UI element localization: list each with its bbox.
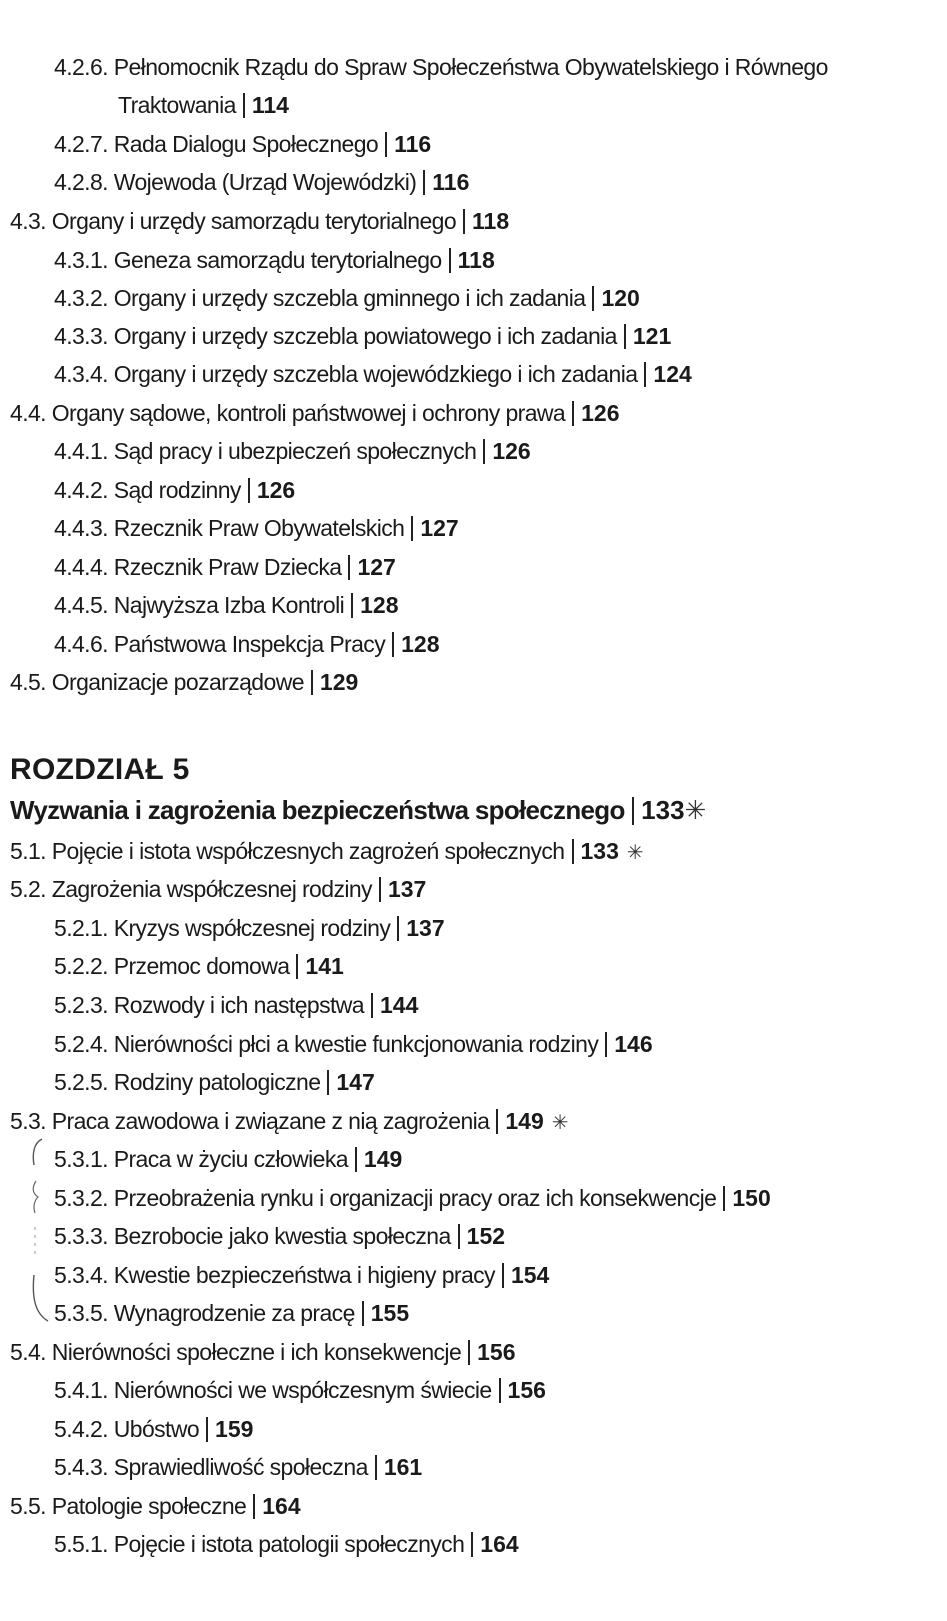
entry-page: 155 <box>370 1300 410 1326</box>
page-separator <box>253 1494 255 1519</box>
toc-entry <box>10 206 509 236</box>
entry-title: Organizacje pozarządowe <box>51 669 304 695</box>
entry-page: 121 <box>632 323 672 349</box>
page-separator <box>206 1417 208 1442</box>
entry-number: 5.4.3. <box>54 1454 108 1480</box>
toc-entry <box>54 629 439 659</box>
entry-title: Najwyższa Izba Kontroli <box>113 592 345 618</box>
page-separator <box>362 1301 364 1326</box>
entry-page: 150 <box>732 1185 771 1211</box>
entry-title: Rodziny patologiczne <box>113 1069 321 1095</box>
entry-page: 127 <box>420 515 459 541</box>
page-separator <box>458 1224 460 1249</box>
entry-number: 4.3.1. <box>54 247 108 273</box>
toc-entry <box>54 951 344 981</box>
toc-entry <box>54 1414 253 1444</box>
page-separator <box>379 877 381 902</box>
entry-title: Pojęcie i istota patologii społecznych <box>113 1531 465 1557</box>
toc-entry <box>54 1375 546 1405</box>
entry-title: Praca w życiu człowieka <box>113 1146 348 1172</box>
toc-entry <box>10 667 358 697</box>
page-separator <box>397 916 399 941</box>
page-separator <box>499 1378 501 1403</box>
chapter-page: 133 <box>641 795 685 825</box>
chapter-title-text: Wyzwania i zagrożenia bezpieczeństwa społecznego <box>10 795 625 825</box>
entry-page: 133 <box>580 838 619 864</box>
page-separator <box>605 1032 607 1057</box>
asterisk-mark-icon: ✳ <box>684 795 706 825</box>
entry-page: 149 <box>363 1146 403 1172</box>
entry-page: 114 <box>251 92 289 118</box>
page-separator <box>243 93 245 118</box>
toc-entry <box>54 913 445 943</box>
entry-number: 5.2.1. <box>54 915 108 941</box>
page-separator <box>644 362 646 387</box>
page-separator <box>632 797 635 825</box>
entry-number: 4.4.2. <box>54 477 108 503</box>
entry-title: Przemoc domowa <box>113 953 290 979</box>
entry-number: 5.3.5. <box>54 1300 108 1326</box>
entry-number: 4.4.1. <box>54 438 108 464</box>
entry-page: 129 <box>319 669 359 695</box>
entry-title: Sąd pracy i ubezpieczeń społecznych <box>113 438 477 464</box>
asterisk-mark-icon: ✳ <box>551 1112 568 1134</box>
entry-page: 124 <box>653 361 692 387</box>
entry-title: Organy sądowe, kontroli państwowej i ochrony prawa <box>51 400 566 426</box>
entry-page: 120 <box>601 285 640 311</box>
entry-page: 156 <box>477 1339 516 1365</box>
page-separator <box>572 839 574 864</box>
page-separator <box>411 516 413 541</box>
entry-title: Bezrobocie jako kwestia społeczna <box>113 1223 451 1249</box>
entry-title: Państwowa Inspekcja Pracy <box>113 631 386 657</box>
entry-title: Kryzys współczesnej rodziny <box>113 915 391 941</box>
entry-title: Organy i urzędy szczebla powiatowego i ich zadania <box>113 323 617 349</box>
entry-number: 4.2.8. <box>54 169 108 195</box>
entry-title: Praca zawodowa i związane z nią zagrożenia <box>51 1108 490 1134</box>
handwritten-bracket-icon <box>20 1135 50 1335</box>
toc-entry <box>10 1491 301 1521</box>
page-separator <box>351 593 353 618</box>
toc-entry <box>54 513 459 543</box>
toc-entry <box>54 990 418 1020</box>
entry-page: 164 <box>480 1531 519 1557</box>
entry-page: 116 <box>432 169 470 195</box>
toc-entry <box>54 1221 505 1251</box>
page-separator <box>502 1263 504 1288</box>
entry-number: 4.3. <box>10 208 46 234</box>
entry-title: Sąd rodzinny <box>113 477 241 503</box>
entry-number: 5.4. <box>10 1339 46 1365</box>
page-separator <box>483 439 485 464</box>
entry-page: 128 <box>360 592 399 618</box>
entry-title: Ubóstwo <box>113 1416 200 1442</box>
entry-page: 126 <box>256 477 296 503</box>
chapter-title <box>10 793 706 827</box>
entry-number: 4.3.2. <box>54 285 108 311</box>
entry-number: 4.4.6. <box>54 631 108 657</box>
toc-entry <box>54 1029 653 1059</box>
entry-page: 146 <box>614 1031 653 1057</box>
entry-title: Rzecznik Praw Obywatelskich <box>113 515 405 541</box>
entry-title: Rzecznik Praw Dziecka <box>113 554 342 580</box>
page-separator <box>723 1186 725 1211</box>
toc-entry <box>54 1529 519 1559</box>
entry-title: Pojęcie i istota współczesnych zagrożeń społecznych <box>51 838 565 864</box>
entry-number: 5.4.1. <box>54 1377 108 1403</box>
entry-page: 126 <box>581 400 620 426</box>
entry-title: Rozwody i ich następstwa <box>113 992 364 1018</box>
entry-page: 144 <box>379 992 419 1018</box>
entry-number: 5.3.2. <box>54 1185 108 1211</box>
entry-page: 118 <box>472 208 510 234</box>
entry-number: 4.3.4. <box>54 361 108 387</box>
toc-entry <box>54 552 396 582</box>
entry-title: Organy i urzędy szczebla gminnego i ich zadania <box>113 285 586 311</box>
page-separator <box>296 954 298 979</box>
entry-title: Organy i urzędy samorządu terytorialnego <box>51 208 457 234</box>
entry-number: 5.2.3. <box>54 992 108 1018</box>
entry-title: Rada Dialogu Społecznego <box>113 131 379 157</box>
entry-title: Wynagrodzenie za pracę <box>113 1300 355 1326</box>
page-separator <box>471 1532 473 1557</box>
entry-page: 127 <box>357 554 396 580</box>
entry-number: 5.2.4. <box>54 1031 108 1057</box>
entry-title: Zagrożenia współczesnej rodziny <box>51 876 372 902</box>
entry-number: 5.1. <box>10 838 46 864</box>
entry-number: 5.2.2. <box>54 953 108 979</box>
toc-entry-continuation <box>118 90 289 120</box>
entry-title: Geneza samorządu terytorialnego <box>113 247 442 273</box>
page-separator <box>392 632 394 657</box>
toc-entry <box>54 321 671 351</box>
entry-page: 116 <box>394 131 432 157</box>
toc-entry <box>54 1298 409 1328</box>
page-separator <box>449 248 451 273</box>
entry-page: 137 <box>406 915 445 941</box>
entry-number: 5.4.2. <box>54 1416 108 1442</box>
entry-title: Patologie społeczne <box>51 1493 247 1519</box>
entry-title: Wojewoda (Urząd Wojewódzki) <box>113 169 417 195</box>
entry-title: Pełnomocnik Rządu do Spraw Społeczeństwa Obywatelskiego i Równego <box>113 54 828 80</box>
toc-entry <box>54 1067 375 1097</box>
entry-title: Traktowania <box>118 92 236 118</box>
entry-number: 5.3.3. <box>54 1223 108 1249</box>
toc-entry <box>54 283 640 313</box>
page-separator <box>468 1340 470 1365</box>
page-separator <box>371 993 373 1018</box>
page-separator <box>423 170 425 195</box>
page-separator <box>248 478 250 503</box>
toc-entry <box>54 52 828 82</box>
entry-number: 4.4.5. <box>54 592 108 618</box>
entry-page: 147 <box>336 1069 375 1095</box>
entry-number: 5.3.4. <box>54 1262 108 1288</box>
entry-page: 152 <box>466 1223 506 1249</box>
entry-page: 154 <box>510 1262 550 1288</box>
toc-entry <box>54 475 295 505</box>
entry-title: Organy i urzędy szczebla wojewódzkiego i ich zadania <box>113 361 638 387</box>
entry-number: 5.3. <box>10 1108 46 1134</box>
page-separator <box>311 670 313 695</box>
toc-entry <box>54 129 431 159</box>
asterisk-mark-icon: ✳ <box>626 842 644 864</box>
toc-entry <box>54 167 469 197</box>
page-separator <box>624 324 626 349</box>
page-separator <box>355 1147 357 1172</box>
toc-entry <box>54 359 692 389</box>
entry-number: 5.2.5. <box>54 1069 108 1095</box>
entry-number: 5.2. <box>10 876 46 902</box>
page-separator <box>327 1070 329 1095</box>
entry-page: 159 <box>215 1416 254 1442</box>
entry-page: 118 <box>457 247 495 273</box>
page-separator <box>463 209 465 234</box>
toc-entry <box>54 1144 402 1174</box>
entry-title: Kwestie bezpieczeństwa i higieny pracy <box>113 1262 495 1288</box>
entry-title: Nierówności we współczesnym świecie <box>113 1377 492 1403</box>
entry-title: Nierówności społeczne i ich konsekwencje <box>51 1339 462 1365</box>
entry-page: 141 <box>305 953 344 979</box>
entry-number: 4.2.6. <box>54 54 108 80</box>
toc-entry <box>54 1183 771 1213</box>
entry-title: Nierówności płci a kwestie funkcjonowania rodziny <box>113 1031 599 1057</box>
entry-number: 5.5.1. <box>54 1531 108 1557</box>
entry-title: Sprawiedliwość społeczna <box>113 1454 368 1480</box>
entry-page: 126 <box>492 438 531 464</box>
page-separator <box>496 1109 498 1134</box>
entry-number: 4.5. <box>10 669 46 695</box>
toc-entry <box>10 874 426 904</box>
entry-page: 164 <box>262 1493 301 1519</box>
page-separator <box>592 286 594 311</box>
entry-title: Przeobrażenia rynku i organizacji pracy oraz ich konsekwencje <box>113 1185 717 1211</box>
entry-number: 4.4. <box>10 400 46 426</box>
page-separator <box>385 132 387 157</box>
toc-entry <box>10 836 643 868</box>
toc-entry <box>54 436 531 466</box>
entry-number: 4.2.7. <box>54 131 108 157</box>
page-separator <box>375 1455 377 1480</box>
entry-page: 137 <box>387 876 427 902</box>
entry-number: 5.3.1. <box>54 1146 108 1172</box>
page-separator <box>572 401 574 426</box>
toc-entry <box>54 590 398 620</box>
toc-entry <box>54 245 495 275</box>
entry-number: 4.3.3. <box>54 323 108 349</box>
entry-page: 128 <box>401 631 440 657</box>
entry-number: 5.5. <box>10 1493 46 1519</box>
toc-entry <box>10 1337 516 1367</box>
toc-entry <box>10 1106 568 1138</box>
entry-page: 161 <box>383 1454 423 1480</box>
toc-entry <box>10 398 619 428</box>
chapter-label: ROZDZIAŁ 5 <box>10 753 190 786</box>
page-separator <box>348 555 350 580</box>
entry-number: 4.4.4. <box>54 554 108 580</box>
toc-entry <box>54 1260 549 1290</box>
entry-number: 4.4.3. <box>54 515 108 541</box>
entry-page: 156 <box>507 1377 546 1403</box>
entry-page: 149 <box>505 1108 544 1134</box>
toc-entry <box>54 1452 422 1482</box>
